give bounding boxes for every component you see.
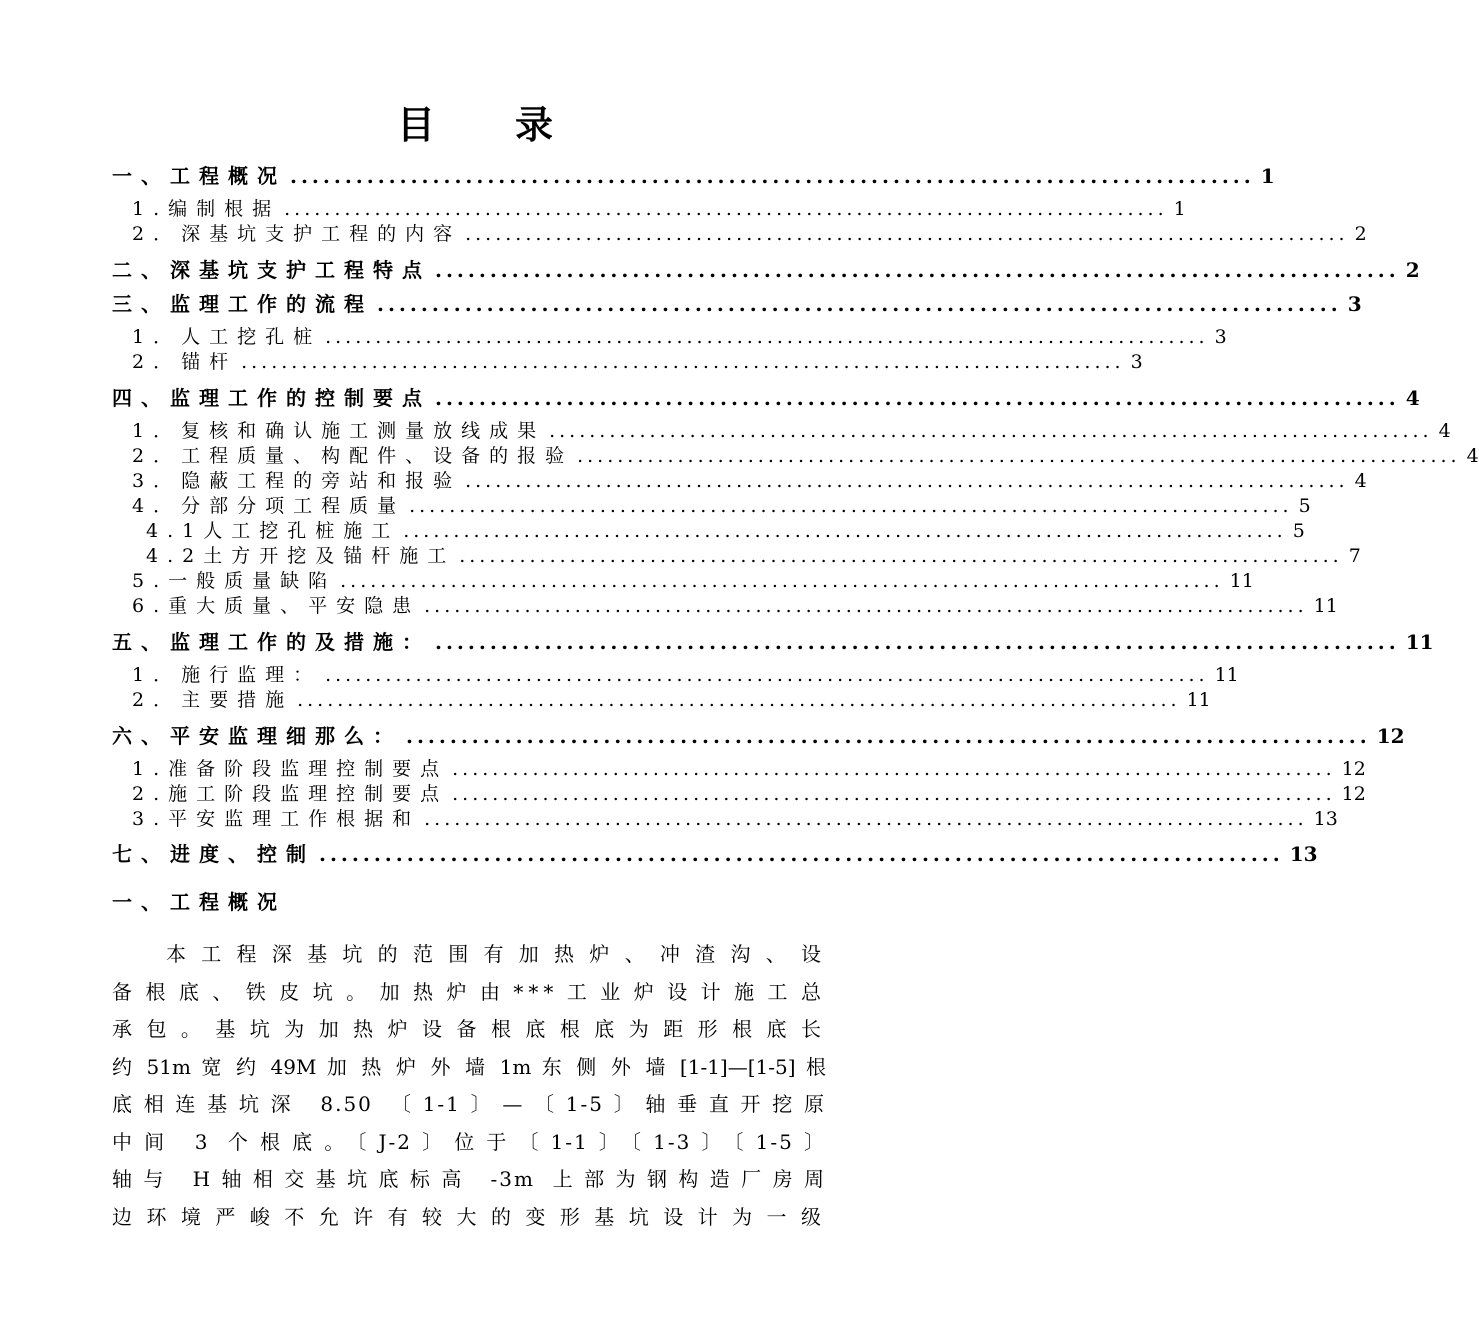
toc-entry[interactable]	[112, 566, 1254, 592]
toc-entry[interactable]	[112, 591, 1338, 617]
toc-page-number: 4	[1354, 470, 1367, 492]
toc-page-number: 11	[1186, 689, 1211, 711]
toc-entry[interactable]	[112, 541, 1361, 567]
toc-entry[interactable]	[112, 382, 1420, 410]
toc-entry-label: 2．工程质量、构配件、设备的报验	[132, 445, 574, 467]
toc-leader: ........................................................................................	[406, 724, 1371, 748]
toc-leader: ........................................................................................	[435, 258, 1400, 282]
toc-entry-label: 3.平安监理工作根据和	[132, 808, 421, 830]
toc-entry-label: 2．深基坑支护工程的内容	[132, 223, 462, 245]
toc-entry[interactable]	[112, 288, 1362, 316]
toc-entry-label: 一、工程概况	[112, 164, 286, 188]
toc-entry[interactable]	[112, 660, 1239, 686]
toc-leader: ........................................................................................	[459, 545, 1343, 567]
toc-entry[interactable]	[112, 838, 1318, 866]
body-line: 中间 3 个根底。〔J-2〕位于〔1-1〕〔1-3〕〔1-5〕	[112, 1129, 826, 1154]
toc-entry[interactable]	[112, 804, 1338, 830]
toc-entry[interactable]	[112, 416, 1451, 442]
toc-page-number: 2	[1405, 258, 1420, 282]
toc-page-number: 3	[1347, 292, 1362, 316]
toc-page-number: 12	[1341, 758, 1366, 780]
toc-entry-label: 1.准备阶段监理控制要点	[132, 758, 449, 780]
toc-entry[interactable]	[112, 219, 1367, 245]
toc-page-number: 11	[1405, 630, 1434, 654]
toc-entry[interactable]	[112, 779, 1366, 805]
toc-page-number: 2	[1354, 223, 1367, 245]
toc-leader: ........................................................................................	[424, 808, 1308, 830]
toc-page-number: 4	[1438, 420, 1451, 442]
toc-entry-label: 5.一般质量缺陷	[132, 570, 337, 592]
toc-page-number: 1	[1173, 198, 1186, 220]
section-heading: 一、工程概况	[112, 890, 286, 914]
toc-leader: ........................................................................................	[377, 292, 1342, 316]
toc-entry[interactable]	[112, 685, 1211, 711]
toc-entry-label: 6.重大质量、平安隐患	[132, 595, 421, 617]
toc-title-char-2: 录	[515, 102, 554, 147]
body-line: 底相连基坑深 8.50 〔1-1〕—〔1-5〕轴垂直开挖原	[112, 1092, 826, 1116]
toc-entry-label: 二、深基坑支护工程特点	[112, 258, 431, 282]
toc-entry-label: 2.施工阶段监理控制要点	[132, 783, 449, 805]
toc-entry-label: 4.2土方开挖及锚杆施工	[146, 545, 456, 567]
toc-leader: ........................................................................................	[465, 470, 1349, 492]
toc-entry[interactable]	[112, 194, 1186, 220]
toc-entry[interactable]	[112, 516, 1305, 542]
toc-leader: ........................................................................................	[409, 495, 1293, 517]
toc-leader: ........................................................................................	[319, 842, 1284, 866]
body-line: 约 51m 宽 约 49M 加 热 炉 外 墙 1m 东 侧 外 墙 [1-1]—[1-5] 根	[112, 1054, 826, 1079]
toc-entry-label: 3．隐蔽工程的旁站和报验	[132, 470, 462, 492]
toc-page-number: 3	[1214, 326, 1227, 348]
toc-leader: ........................................................................................	[452, 758, 1336, 780]
toc-entry-label: 七、进度、控制	[112, 842, 315, 866]
toc-entry[interactable]	[112, 322, 1227, 348]
toc-leader: ........................................................................................	[284, 198, 1168, 220]
toc-page-number: 13	[1313, 808, 1338, 830]
toc-page-number: 13	[1289, 842, 1318, 866]
toc-leader: ........................................................................................	[465, 223, 1349, 245]
toc-page-number: 7	[1348, 545, 1361, 567]
toc-entry-label: 六、平安监理细那么：	[112, 724, 402, 748]
body-line: 轴与 H轴相交基坑底标高 -3m 上部为钢构造厂房周	[112, 1167, 826, 1191]
toc-leader: ........................................................................................	[549, 420, 1433, 442]
toc-page-number: 1	[1260, 164, 1275, 188]
toc-entry[interactable]	[112, 720, 1405, 748]
body-line: 本工程深基坑的范围有加热炉、冲渣沟、设	[166, 942, 826, 966]
toc-entry-label: 1．人工挖孔桩	[132, 326, 322, 348]
toc-entry[interactable]	[112, 754, 1366, 780]
body-line: 承包。基坑为加热炉设备根底根底为距形根底长	[112, 1017, 826, 1041]
toc-entry-label: 2．主要措施	[132, 689, 294, 711]
toc-entry-label: 2．锚杆	[132, 351, 238, 373]
toc-entry-label: 五、监理工作的及措施：	[112, 630, 431, 654]
body-line: 边环境严峻不允许有较大的变形基坑设计为一级	[112, 1204, 826, 1229]
toc-page-number: 11	[1214, 664, 1239, 686]
toc-entry-label: 1．施行监理：	[132, 664, 322, 686]
toc-leader: ........................................................................................	[325, 326, 1209, 348]
toc-page-number: 4	[1466, 445, 1479, 467]
toc-entry-label: 1．复核和确认施工测量放线成果	[132, 420, 546, 442]
toc-page-number: 5	[1298, 495, 1311, 517]
toc-leader: ........................................................................................	[241, 351, 1125, 373]
toc-page-number: 5	[1292, 520, 1305, 542]
toc-leader: ........................................................................................	[577, 445, 1461, 467]
toc-entry[interactable]	[112, 254, 1420, 282]
toc-entry[interactable]	[112, 491, 1311, 517]
toc-page-number: 3	[1130, 351, 1143, 373]
toc-entry[interactable]	[112, 626, 1434, 654]
toc-entry-label: 三、监理工作的流程	[112, 292, 373, 316]
toc-entry-label: 四、监理工作的控制要点	[112, 386, 431, 410]
toc-entry-label: 1.编制根据	[132, 198, 281, 220]
toc-leader: ........................................................................................	[435, 630, 1400, 654]
toc-page-number: 4	[1405, 386, 1420, 410]
body-line: 备根底、铁皮坑。加热炉由***工业炉设计施工总	[112, 979, 826, 1004]
toc-page-number: 11	[1313, 595, 1338, 617]
toc-entry[interactable]	[112, 466, 1367, 492]
toc-leader: ........................................................................................	[403, 520, 1287, 542]
toc-leader: ........................................................................................	[290, 164, 1255, 188]
toc-page-number: 12	[1341, 783, 1366, 805]
body-paragraph	[112, 936, 826, 1236]
toc-leader: ........................................................................................	[435, 386, 1400, 410]
toc-entry[interactable]	[112, 160, 1275, 188]
toc-page-number: 11	[1229, 570, 1254, 592]
toc-leader: ........................................................................................	[325, 664, 1209, 686]
toc-leader: ........................................................................................	[340, 570, 1224, 592]
toc-leader: ........................................................................................	[297, 689, 1181, 711]
toc-leader: ........................................................................................	[452, 783, 1336, 805]
toc-title	[0, 100, 950, 150]
toc-page-number: 12	[1376, 724, 1405, 748]
toc-title-char-1: 目	[396, 102, 435, 147]
toc-entry-label: 4．分部分项工程质量	[132, 495, 406, 517]
toc-entry[interactable]	[112, 441, 1479, 467]
toc-entry[interactable]	[112, 347, 1143, 373]
toc-entry-label: 4.1人工挖孔桩施工	[146, 520, 400, 542]
toc-leader: ........................................................................................	[424, 595, 1308, 617]
